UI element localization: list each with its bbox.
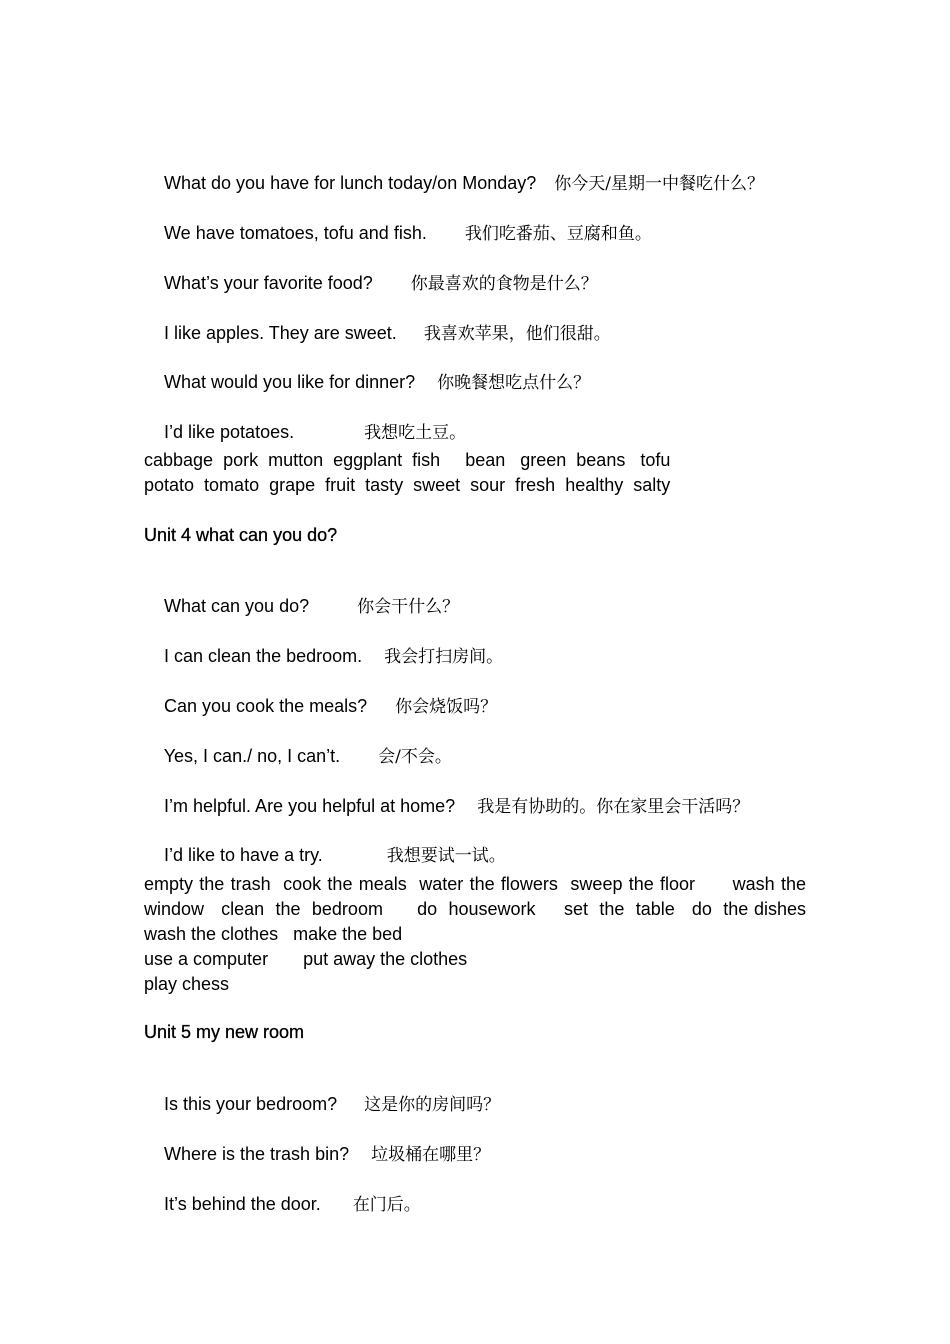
sentence-chinese: 我会打扫房间。 [384, 647, 504, 667]
sentence-chinese: 你会干什么？ [357, 597, 460, 617]
sentence-english: We have tomatoes, tofu and fish. [164, 223, 427, 243]
sentence-chinese: 我是有协助的。你在家里会干活吗？ [477, 797, 750, 817]
sentence-english: Is this your bedroom? [164, 1094, 338, 1114]
sentence-chinese: 你最喜欢的食物是什么？ [410, 274, 598, 294]
vocabulary-paragraph: empty the trash cook the meals water the flowers sweep the floor wash the window clean the bedroom do housework set the table do the dishes wash the clothes make the bed [144, 874, 817, 944]
vocabulary-line: play chess [144, 974, 230, 994]
sentence-chinese: 这是你的房间吗？ [364, 1095, 501, 1115]
sentence-chinese: 你今天/星期一中餐吃什么？ [554, 174, 764, 194]
sentence-chinese: 会/不会。 [378, 747, 452, 767]
sentence-english: What can you do? [164, 596, 310, 616]
sentence-english: Yes, I can./ no, I can’t. [163, 746, 341, 766]
sentence-chinese: 你会烧饭吗？ [395, 697, 498, 717]
sentence-english: I can clean the bedroom. [164, 646, 363, 666]
unit-heading: Unit 5 my new room [144, 1022, 305, 1042]
sentence-chinese: 垃圾桶在哪里？ [371, 1145, 491, 1165]
sentence-row [144, 1171, 421, 1238]
vocabulary-line: use a computer put away the clothes [144, 949, 468, 969]
sentence-english: Where is the trash bin? [164, 1144, 350, 1164]
sentence-english: What’s your favorite food? [164, 273, 373, 293]
sentence-english: I’d like to have a try. [164, 845, 323, 865]
sentence-english: Can you cook the meals? [164, 696, 368, 716]
sentence-chinese: 在门后。 [352, 1195, 421, 1215]
sentence-english: It’s behind the door. [164, 1194, 321, 1214]
sentence-chinese: 我们吃番茄、豆腐和鱼。 [464, 224, 652, 244]
vocabulary-list [144, 872, 817, 997]
sentence-chinese: 我想要试一试。 [386, 846, 506, 866]
sentence-english: I like apples. They are sweet. [164, 323, 397, 343]
vocabulary-line: potato tomato grape fruit tasty sweet sour fresh healthy salty [144, 475, 671, 495]
sentence-chinese: 我想吃土豆。 [364, 423, 467, 443]
vocabulary-line: cabbage pork mutton eggplant fish bean green beans tofu [144, 450, 671, 470]
sentence-english: I’m helpful. Are you helpful at home? [164, 796, 456, 816]
vocabulary-list [144, 448, 806, 498]
unit-heading: Unit 4 what can you do? [144, 525, 338, 545]
sentence-chinese: 我喜欢苹果，他们很甜。 [423, 324, 611, 344]
sentence-english: What would you like for dinner? [164, 372, 416, 392]
sentence-english: I’d like potatoes. [164, 422, 295, 442]
sentence-chinese: 你晚餐想吃点什么？ [437, 373, 591, 393]
sentence-english: What do you have for lunch today/on Monday? [164, 173, 537, 193]
